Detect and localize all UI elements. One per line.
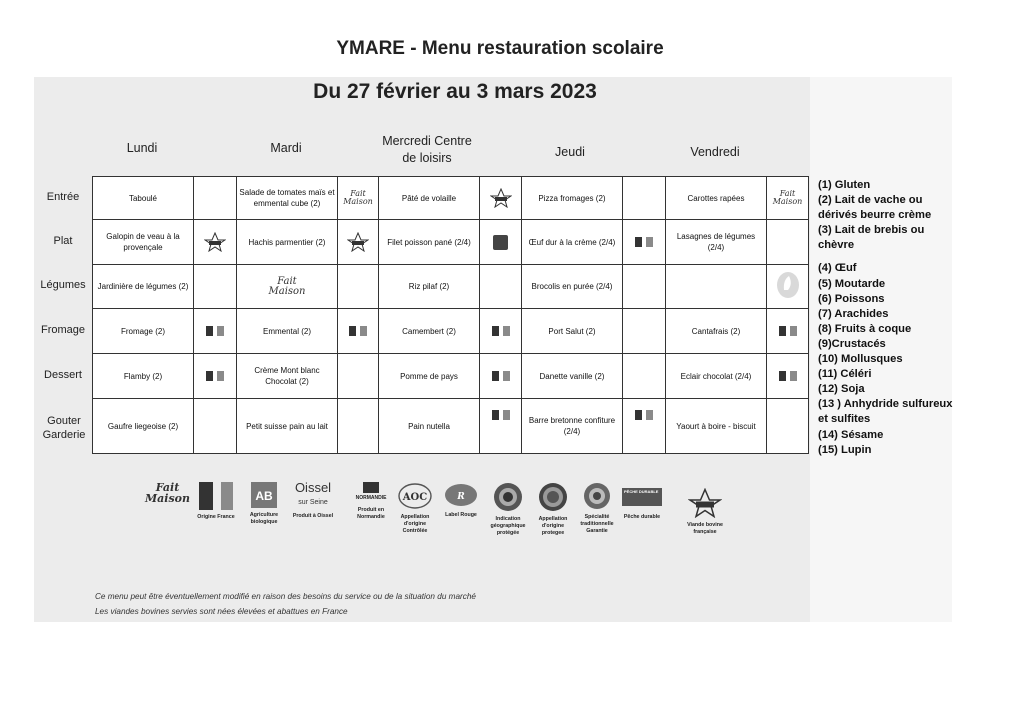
svg-text:AB: AB — [255, 489, 273, 503]
menu-cell: Petit suisse pain au lait — [237, 399, 338, 454]
menu-cell: Riz pilaf (2) — [379, 265, 480, 309]
viande-bovine-francaise-icon — [347, 232, 369, 252]
flag-icon — [492, 410, 499, 420]
allergen-item: (5) Moutarde — [818, 277, 886, 290]
aop-seal-icon — [538, 482, 568, 512]
day-header-mercredi: Mercredi Centre de loisirs — [382, 134, 472, 165]
menu-cell: Pizza fromages (2) — [522, 177, 623, 220]
row-label-gouter: Gouter Garderie — [42, 415, 86, 441]
viande-bovine-francaise-icon — [490, 188, 512, 208]
footnote: Ce menu peut être éventuellement modifié en raison des besoins du service ou de la situation du marché — [95, 592, 476, 601]
menu-cell: Jardinière de légumes (2) — [93, 265, 194, 309]
label-cell — [194, 354, 237, 399]
flag-icon — [635, 410, 642, 420]
label-cell — [338, 399, 379, 454]
allergen-item: (4) Œuf — [818, 262, 857, 275]
flag-icon — [646, 410, 653, 420]
flag-icon — [492, 371, 499, 381]
allergen-list — [818, 178, 958, 458]
svg-text:R: R — [457, 492, 465, 502]
legend-peche-durable: PÊCHE DURABLE Pêche durable — [623, 489, 661, 520]
label-cell — [767, 309, 809, 354]
label-cell — [767, 265, 809, 309]
flag-icon — [217, 371, 224, 381]
peche-durable-icon: PÊCHE DURABLE — [622, 488, 662, 506]
menu-table — [92, 176, 809, 454]
flag-icon — [349, 326, 356, 336]
menu-cell: Carottes rapées — [666, 177, 767, 220]
label-cell — [194, 177, 237, 220]
label-cell — [480, 265, 522, 309]
allergen-item: (8) Fruits à coque — [818, 322, 912, 335]
page-heading: YMARE - Menu restauration scolaire — [336, 38, 664, 59]
menu-cell: Lasagnes de légumes (2/4) — [666, 220, 767, 265]
flag-icon — [206, 326, 213, 336]
menu-cell: Fromage (2) — [93, 309, 194, 354]
allergen-item: (10) Mollusques — [818, 353, 903, 366]
igp-seal-icon — [493, 482, 523, 512]
flag-icon — [790, 371, 797, 381]
legend-label-rouge: R Label Rouge — [440, 482, 482, 519]
row-label-entree: Entrée — [46, 191, 80, 203]
fait-maison-icon: Fait Maison — [145, 481, 191, 505]
flag-icon — [635, 237, 642, 247]
label-cell — [623, 265, 666, 309]
menu-cell: Yaourt à boire - biscuit — [666, 399, 767, 454]
legend-stg: Spécialité traditionnelle Garantie — [576, 482, 618, 535]
table-row-dessert — [93, 354, 809, 399]
legend-viande-bovine: Viande bovine française — [686, 488, 724, 536]
menu-cell: Camembert (2) — [379, 309, 480, 354]
flag-icon — [790, 326, 797, 336]
table-row-legumes — [93, 265, 809, 309]
menu-cell: Taboulé — [93, 177, 194, 220]
label-cell — [194, 220, 237, 265]
row-label-dessert: Dessert — [44, 369, 82, 381]
flag-icon — [206, 371, 213, 381]
flag-icon — [503, 410, 510, 420]
label-cell — [338, 309, 379, 354]
row-label-plat: Plat — [53, 235, 73, 247]
label-cell — [767, 399, 809, 454]
flag-icon — [492, 326, 499, 336]
label-cell — [338, 265, 379, 309]
menu-cell: Hachis parmentier (2) — [237, 220, 338, 265]
menu-cell: Œuf dur à la crème (2/4) — [522, 220, 623, 265]
flag-icon — [360, 326, 367, 336]
label-cell — [480, 309, 522, 354]
viande-bovine-francaise-icon — [204, 232, 226, 252]
menu-cell: Emmental (2) — [237, 309, 338, 354]
menu-cell: Flamby (2) — [93, 354, 194, 399]
allergen-item: (9)Crustacés — [818, 337, 886, 350]
menu-cell: Barre bretonne confiture (2/4) — [522, 399, 623, 454]
label-cell — [194, 265, 237, 309]
label-rouge-icon — [444, 482, 478, 508]
table-row-entree — [93, 177, 809, 220]
menu-cell — [237, 265, 338, 309]
menu-cell — [666, 265, 767, 309]
fait-maison-icon: Fait Maison — [772, 188, 803, 206]
fait-maison-icon: Fait Maison — [268, 275, 306, 297]
label-cell — [623, 399, 666, 454]
row-label-legumes: Légumes — [40, 279, 86, 291]
flag-icon — [646, 237, 653, 247]
row-label-fromage: Fromage — [40, 324, 86, 336]
footnotes — [95, 589, 476, 619]
label-cell — [623, 354, 666, 399]
flag-icon — [779, 326, 786, 336]
footnote: Les viandes bovines servies sont nées élevées et abattues en France — [95, 607, 348, 616]
label-cell — [480, 177, 522, 220]
day-header-lundi: Lundi — [126, 141, 158, 155]
aoc-icon — [398, 482, 432, 510]
svg-text:AOC: AOC — [402, 492, 428, 503]
legend-aop: Appellation d'origine protegee — [532, 482, 574, 537]
legend-normandie: NORMANDIE Produit en Normandie — [350, 482, 392, 521]
ab-bio-icon — [251, 482, 277, 508]
menu-cell: Eclair chocolat (2/4) — [666, 354, 767, 399]
day-header-mardi: Mardi — [270, 141, 302, 155]
label-cell — [623, 309, 666, 354]
label-cell — [480, 399, 522, 454]
label-cell — [767, 220, 809, 265]
label-cell — [338, 220, 379, 265]
allergen-item: (1) Gluten — [818, 179, 871, 191]
day-header-vendredi: Vendredi — [690, 145, 740, 159]
label-cell — [767, 177, 809, 220]
flag-icon — [779, 371, 786, 381]
allergen-item: (6) Poissons — [818, 292, 885, 305]
allergen-item: (14) Sésame — [818, 428, 884, 441]
allergen-item: (15) Lupin — [818, 443, 872, 456]
fait-maison-icon: Fait Maison — [343, 188, 373, 206]
allergen-item: (7) Arachides — [818, 307, 889, 320]
date-range-title: Du 27 février au 3 mars 2023 — [313, 80, 597, 103]
peche-durable-icon — [493, 235, 508, 250]
day-header-jeudi: Jeudi — [555, 145, 585, 159]
oissel-logo-icon: Oissel sur Seine — [294, 480, 332, 506]
menu-cell: Gaufre liegeoise (2) — [93, 399, 194, 454]
allergen-item: (13 ) Anhydride sulfureux et sulfites — [818, 398, 953, 426]
table-row-plat — [93, 220, 809, 265]
menu-cell: Filet poisson pané (2/4) — [379, 220, 480, 265]
flag-icon — [503, 326, 510, 336]
stg-seal-icon — [583, 482, 611, 510]
menu-cell: Cantafrais (2) — [666, 309, 767, 354]
viande-bovine-francaise-icon — [688, 488, 722, 518]
menu-cell: Brocolis en purée (2/4) — [522, 265, 623, 309]
menu-cell: Galopin de veau à la provençale — [93, 220, 194, 265]
legend-origine-france: Origine France — [190, 482, 242, 521]
menu-cell: Pomme de pays — [379, 354, 480, 399]
label-cell — [194, 309, 237, 354]
legend-igp: Indication géographique protégée — [486, 482, 530, 537]
legend-agriculture-biologique: AB Agriculture biologique — [244, 482, 284, 526]
allergen-item: (11) Céléri — [818, 368, 872, 381]
label-cell — [480, 354, 522, 399]
label-cell — [338, 354, 379, 399]
flag-icon — [217, 326, 224, 336]
flag-icon — [503, 371, 510, 381]
label-cell — [194, 399, 237, 454]
legend-aoc: AOC Appellation d'origine Contrôlée — [394, 482, 436, 535]
table-row-fromage — [93, 309, 809, 354]
legend-oissel: Oissel sur Seine Produit à Oissel — [285, 482, 341, 520]
allergen-item: (2) Lait de vache ou dérivés beurre crème — [818, 194, 932, 222]
menu-cell: Crème Mont blanc Chocolat (2) — [237, 354, 338, 399]
normandie-logo-icon: NORMANDIE — [350, 482, 392, 501]
label-cell — [338, 177, 379, 220]
flag-icon — [190, 482, 242, 510]
label-cell — [767, 354, 809, 399]
menu-cell: Pâté de volaille — [379, 177, 480, 220]
legend-fait-maison — [145, 481, 191, 505]
allergen-item: (12) Soja — [818, 383, 865, 396]
menu-cell: Danette vanille (2) — [522, 354, 623, 399]
table-row-gouter — [93, 399, 809, 454]
allergen-item: (3) Lait de brebis ou chèvre — [818, 224, 925, 252]
menu-cell: Salade de tomates maïs et emmental cube (2) — [237, 177, 338, 220]
leaf-icon — [775, 270, 801, 300]
label-cell — [480, 220, 522, 265]
label-cell — [623, 220, 666, 265]
menu-cell: Pain nutella — [379, 399, 480, 454]
menu-cell: Port Salut (2) — [522, 309, 623, 354]
label-cell — [623, 177, 666, 220]
